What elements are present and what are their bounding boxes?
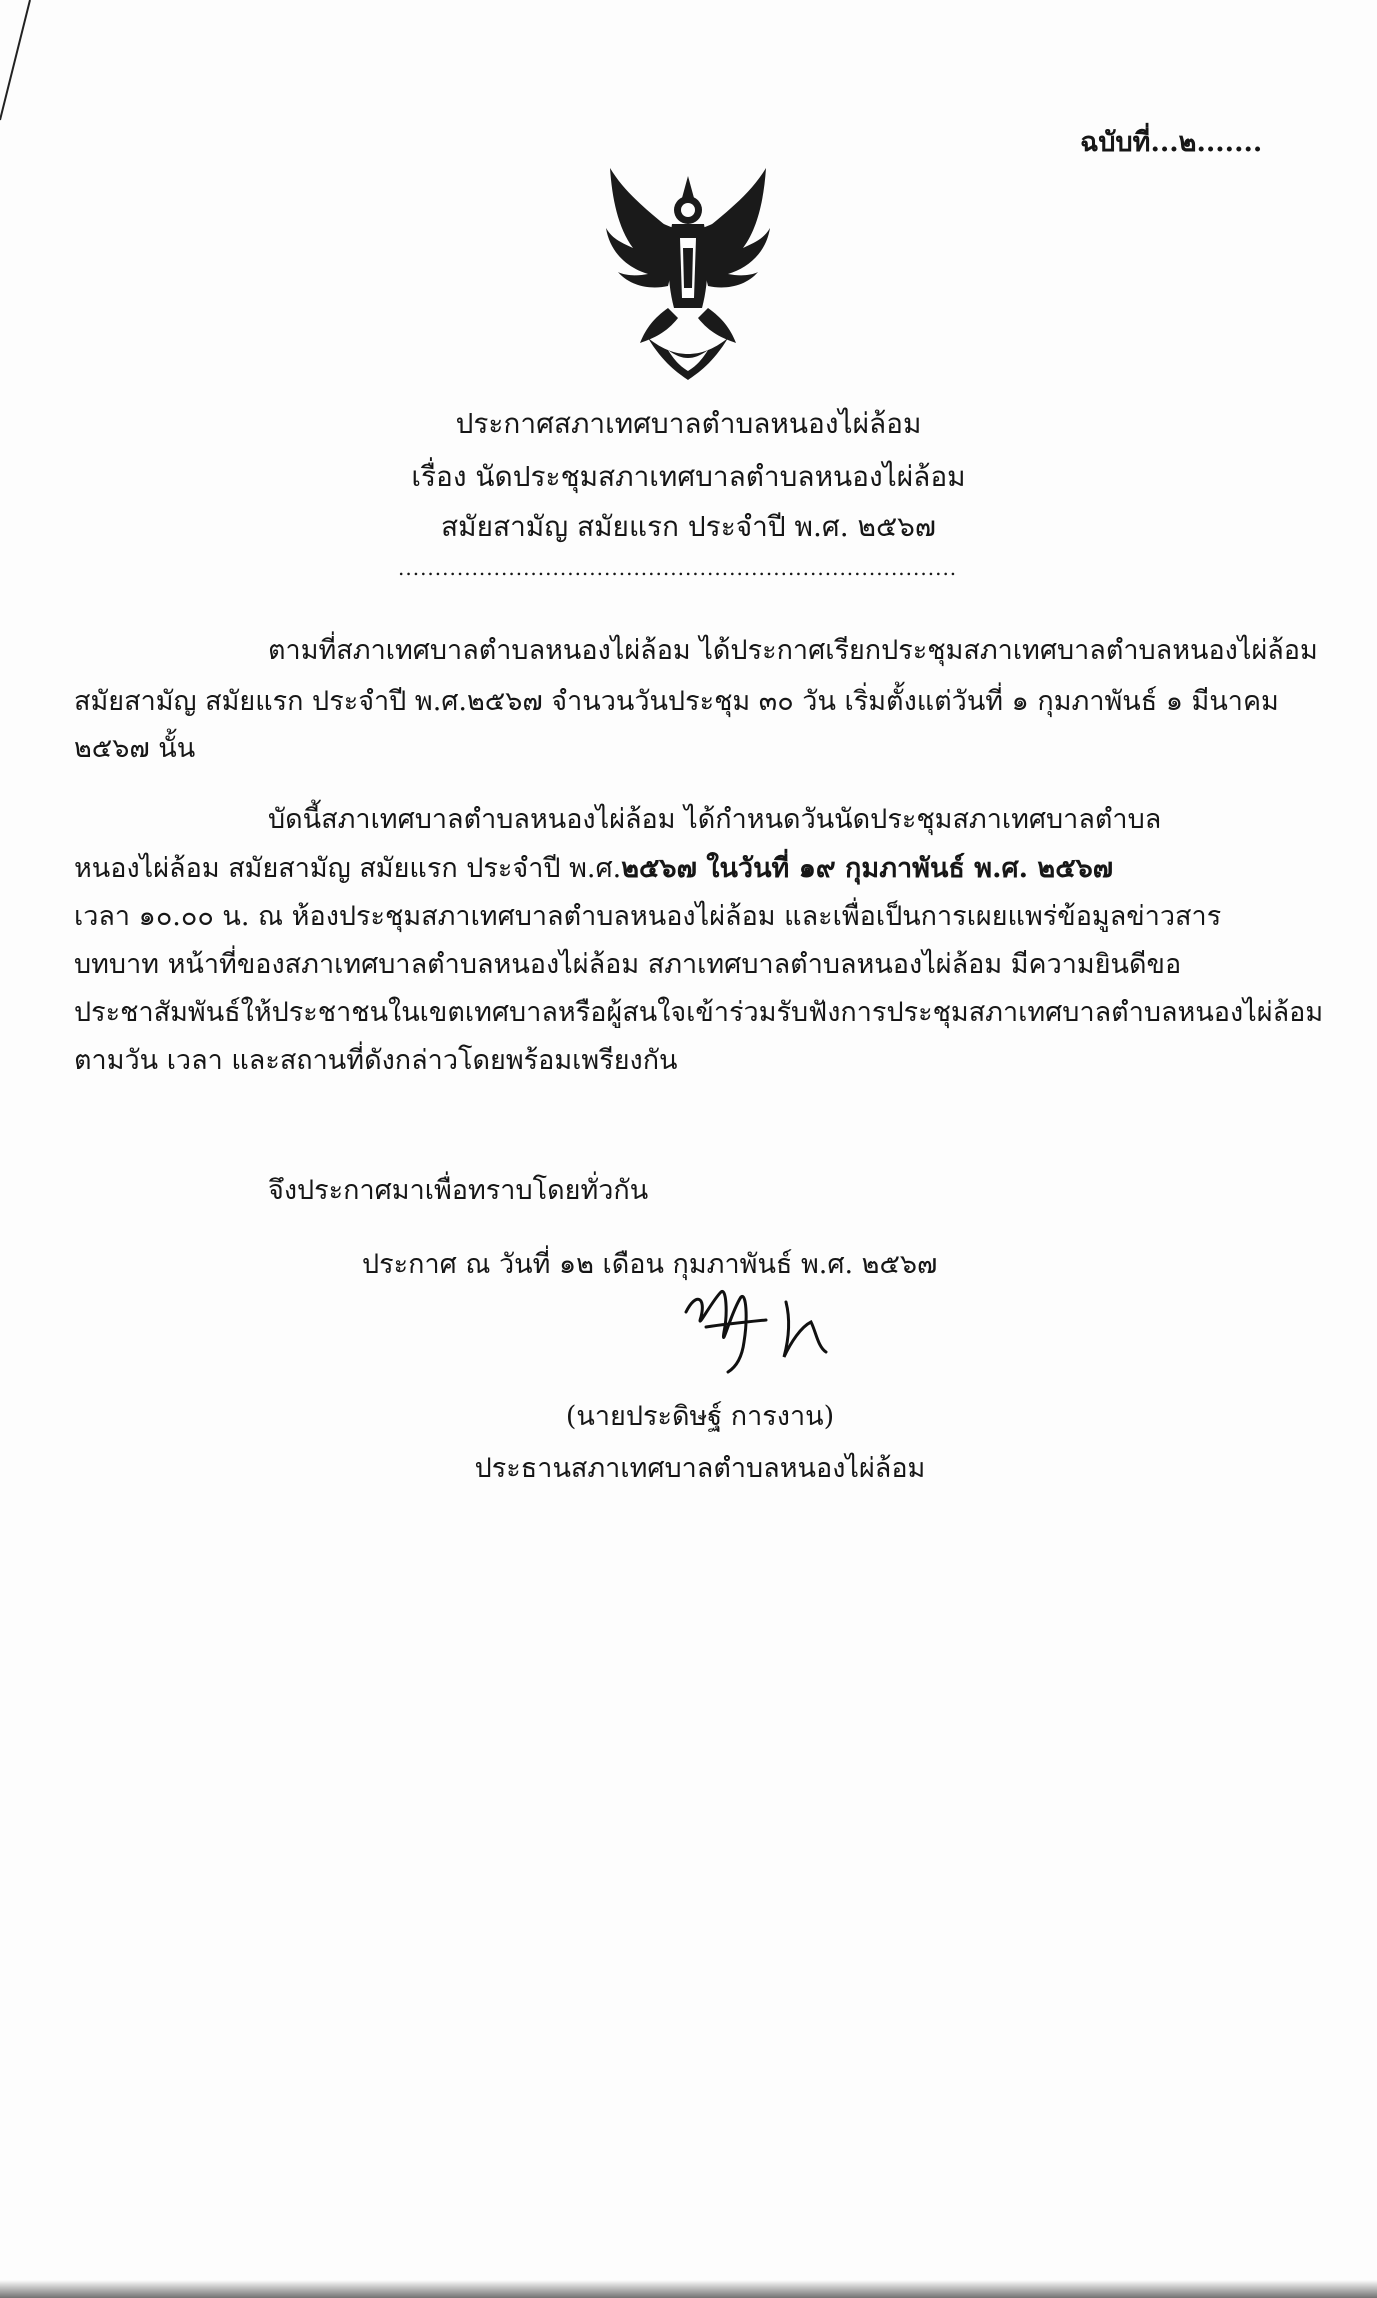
paragraph-1-line-1: ตามที่สภาเทศบาลตำบลหนองไผ่ล้อม ได้ประกาศเรียกประชุมสภาเทศบาลตำบลหนองไผ่ล้อม xyxy=(268,635,1318,666)
copy-number: ฉบับที่...๒....... xyxy=(1080,127,1263,158)
title-separator: ............................................................................ xyxy=(398,556,958,580)
garuda-emblem-icon xyxy=(588,168,788,383)
meeting-date: ๒๕๖๗ ในวันที่ ๑๙ กุมภาพันธ์ พ.ศ. ๒๕๖๗ xyxy=(621,853,1114,884)
paragraph-2-line-2 xyxy=(74,846,1113,889)
closing-statement: จึงประกาศมาเพื่อทราบโดยทั่วกัน xyxy=(268,1175,649,1206)
paragraph-1-line-3: ๒๕๖๗ นั้น xyxy=(74,733,196,764)
paragraph-2-line-4: บทบาท หน้าที่ของสภาเทศบาลตำบลหนองไผ่ล้อม สภาเทศบาลตำบลหนองไผ่ล้อม มีความยินดีขอ xyxy=(74,949,1182,980)
handwritten-signature xyxy=(666,1272,846,1382)
paragraph-2-line-3: เวลา ๑๐.๐๐ น. ณ ห้องประชุมสภาเทศบาลตำบลหนองไผ่ล้อม และเพื่อเป็นการเผยแพร่ข้อมูลข่าวสาร xyxy=(74,901,1222,932)
paragraph-1-line-2: สมัยสามัญ สมัยแรก ประจำปี พ.ศ.๒๕๖๗ จำนวนวันประชุม ๓๐ วัน เริ่มตั้งแต่วันที่ ๑ กุมภาพันธ์ ๑ มีนาคม xyxy=(74,686,1279,717)
announcement-date: ประกาศ ณ วันที่ ๑๒ เดือน กุมภาพันธ์ พ.ศ. ๒๕๖๗ xyxy=(362,1249,938,1280)
scan-edge-line xyxy=(0,0,40,130)
announcement-session: สมัยสามัญ สมัยแรก ประจำปี พ.ศ. ๒๕๖๗ xyxy=(441,510,936,543)
paragraph-2-line-6: ตามวัน เวลา และสถานที่ดังกล่าวโดยพร้อมเพรียงกัน xyxy=(74,1045,678,1076)
scan-bottom-edge xyxy=(0,2280,1377,2298)
paragraph-2-line-5: ประชาสัมพันธ์ให้ประชาชนในเขตเทศบาลหรือผู้สนใจเข้าร่วมรับฟังการประชุมสภาเทศบาลตำบลหนองไผ่ล้อม xyxy=(74,997,1324,1028)
signatory-title: ประธานสภาเทศบาลตำบลหนองไผ่ล้อม xyxy=(474,1453,926,1484)
paragraph-2-line-1: บัดนี้สภาเทศบาลตำบลหนองไผ่ล้อม ได้กำหนดวันนัดประชุมสภาเทศบาลตำบล xyxy=(268,804,1162,835)
signatory-name: (นายประดิษฐ์ การงาน) xyxy=(565,1401,835,1432)
announcement-title: ประกาศสภาเทศบาลตำบลหนองไผ่ล้อม xyxy=(455,407,922,440)
announcement-subject: เรื่อง นัดประชุมสภาเทศบาลตำบลหนองไผ่ล้อม xyxy=(411,460,966,493)
paragraph-2-line-2-start: หนองไผ่ล้อม สมัยสามัญ สมัยแรก ประจำปี พ.ศ. xyxy=(74,853,622,884)
